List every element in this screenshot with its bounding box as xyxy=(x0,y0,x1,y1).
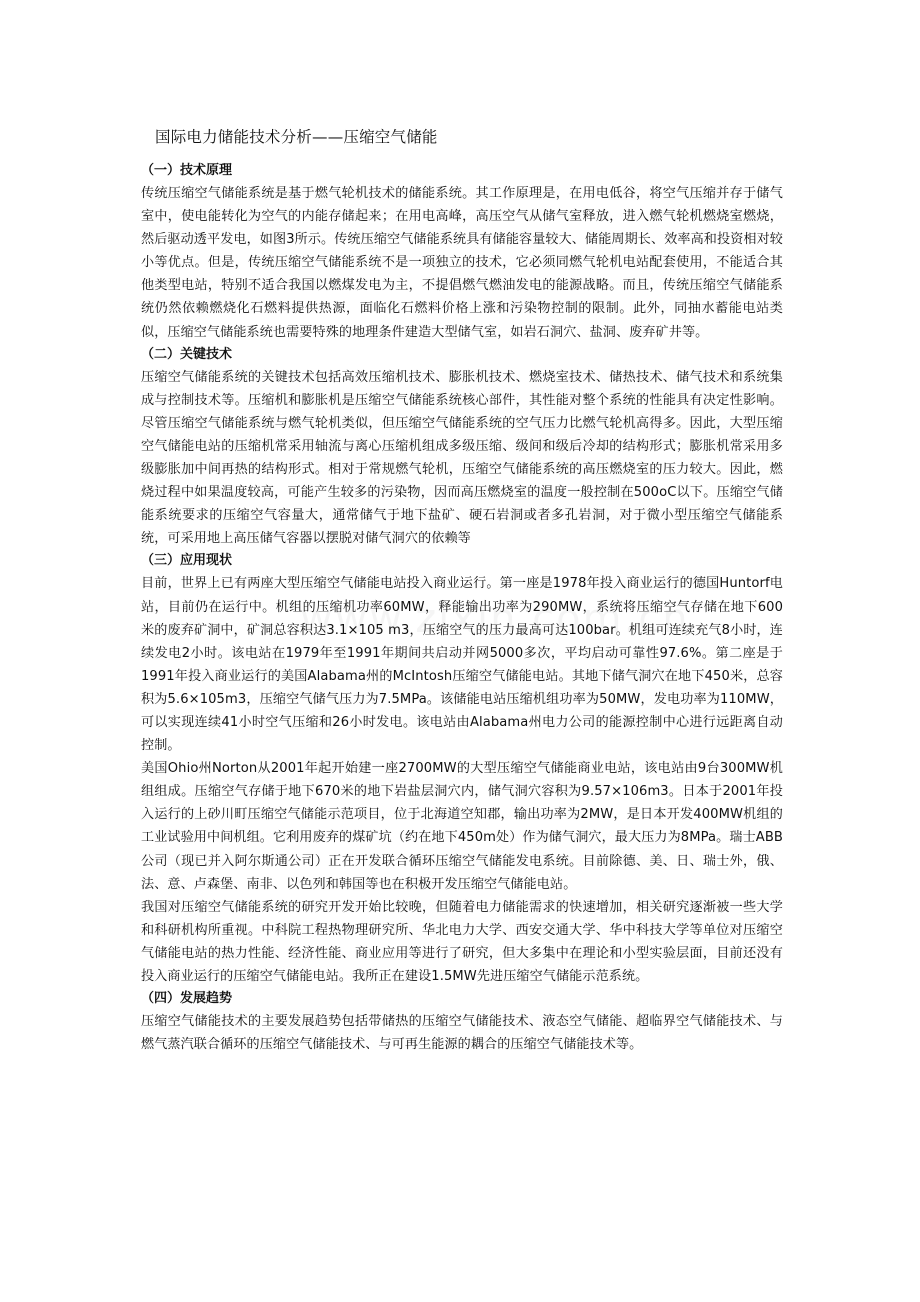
section-key-technology xyxy=(141,344,783,551)
section-paragraph: 美国Ohio州Norton从2001年起开始建一座2700MW的大型压缩空气储能商业电站，该电站由9台300MW机组组成。压缩空气存储于地下670米的地下岩盐层洞穴内，储气洞穴容积为9.57×106m3。日本于2001年投入运行的上砂川町压缩空气储能示范项目，位于北海道空知郡，输出功率为2MW，是日本开发400MW机组的工业试验用中间机组。它利用废弃的煤矿坑（约在地下450m处）作为储气洞穴，最大压力为8MPa。瑞士ABB公司（现已并入阿尔斯通公司）正在开发联合循环压缩空气储能发电系统。目前除德、美、日、瑞士外，俄、法、意、卢森堡、南非、以色列和韩国等也在积极开发压缩空气储能电站。 xyxy=(141,761,783,892)
section-heading: （二）关键技术 xyxy=(141,346,233,362)
section-application-status xyxy=(141,550,783,988)
section-principle xyxy=(141,160,783,344)
section-heading: （一）技术原理 xyxy=(141,163,233,178)
section-paragraph: 压缩空气储能系统的关键技术包括高效压缩机技术、膨胀机技术、燃烧室技术、储热技术、储气技术和系统集成与控制技术等。压缩机和膨胀机是压缩空气储能系统核心部件，其性能对整个系统的性能具有决定性影响。尽管压缩空气储能系统与燃气轮机类似，但压缩空气储能系统的空气压力比燃气轮机高得多。因此，大型压缩空气储能电站的压缩机常采用轴流与离心压缩机组成多级压缩、级间和级后冷却的结构形式；膨胀机常采用多级膨胀加中间再热的结构形式。相对于常规燃气轮机，压缩空气储能系统的高压燃烧室的压力较大。因此，燃烧过程中如果温度较高，可能产生较多的污染物，因而高压燃烧室的温度一般控制在500oC以下。压缩空气储能系统要求的压缩空气容量大，通常储气于地下盐矿、硬石岩洞或者多孔岩洞，对于微小型压缩空气储能系统，可采用地上高压储气容器以摆脱对储气洞穴的依赖等 xyxy=(141,369,783,547)
document-title: 国际电力储能技术分析——压缩空气储能 xyxy=(155,128,438,146)
section-heading: （三）应用现状 xyxy=(141,553,233,569)
section-development-trend xyxy=(141,988,783,1056)
document-page xyxy=(141,124,783,1056)
section-paragraph: 我国对压缩空气储能系统的研究开发开始比较晚，但随着电力储能需求的快速增加，相关研究逐渐被一些大学和科研机构所重视。中科院工程热物理研究所、华北电力大学、西安交通大学、华中科技大学等单位对压缩空气储能电站的热力性能、经济性能、商业应用等进行了研究，但大多集中在理论和小型实验层面，目前还没有投入商业运行的压缩空气储能电站。我所正在建设1.5MW先进压缩空气储能示范系统。 xyxy=(141,899,783,984)
section-paragraph: 传统压缩空气储能系统是基于燃气轮机技术的储能系统。其工作原理是，在用电低谷，将空气压缩并存于储气室中，使电能转化为空气的内能存储起来；在用电高峰，高压空气从储气室释放，进入燃气轮机燃烧室燃烧，然后驱动透平发电，如图3所示。传统压缩空气储能系统具有储能容量较大、储能周期长、效率高和投资相对较小等优点。但是，传统压缩空气储能系统不是一项独立的技术，它必须同燃气轮机电站配套使用，不能适合其他类型电站，特别不适合我国以燃煤发电为主，不提倡燃气燃油发电的能源战略。而且，传统压缩空气储能系统仍然依赖燃烧化石燃料提供热源，面临化石燃料价格上涨和污染物控制的限制。此外，同抽水蓄能电站类似，压缩空气储能系统也需要特殊的地理条件建造大型储气室，如岩石洞穴、盐洞、废弃矿井等。 xyxy=(141,186,783,340)
section-paragraph: 压缩空气储能技术的主要发展趋势包括带储热的压缩空气储能技术、液态空气储能、超临界空气储能技术、与燃气蒸汽联合循环的压缩空气储能技术、与可再生能源的耦合的压缩空气储能技术等。 xyxy=(141,1014,783,1053)
section-paragraph: 目前，世界上已有两座大型压缩空气储能电站投入商业运行。第一座是1978年投入商业运行的德国Huntorf电站，目前仍在运行中。机组的压缩机功率60MW，释能输出功率为290MW，系统将压缩空气存储在地下600米的废弃矿洞中，矿洞总容积达3.1×105 m3，压缩空气的压力最高可达100bar。机组可连续充气8小时，连续发电2小时。该电站在1979年至1991年期间共启动并网5000多次，平均启动可靠性97.6%。第二座是于1991年投入商业运行的美国Alabama州的McIntosh压缩空气储能电站。其地下储气洞穴在地下450米，总容积为5.6×105m3，压缩空气储气压力为7.5MPa。该储能电站压缩机组功率为50MW，发电功率为110MW，可以实现连续41小时空气压缩和26小时发电。该电站由Alabama州电力公司的能源控制中心进行远距离自动控制。 xyxy=(141,576,783,754)
section-heading: （四）发展趋势 xyxy=(141,991,233,1007)
